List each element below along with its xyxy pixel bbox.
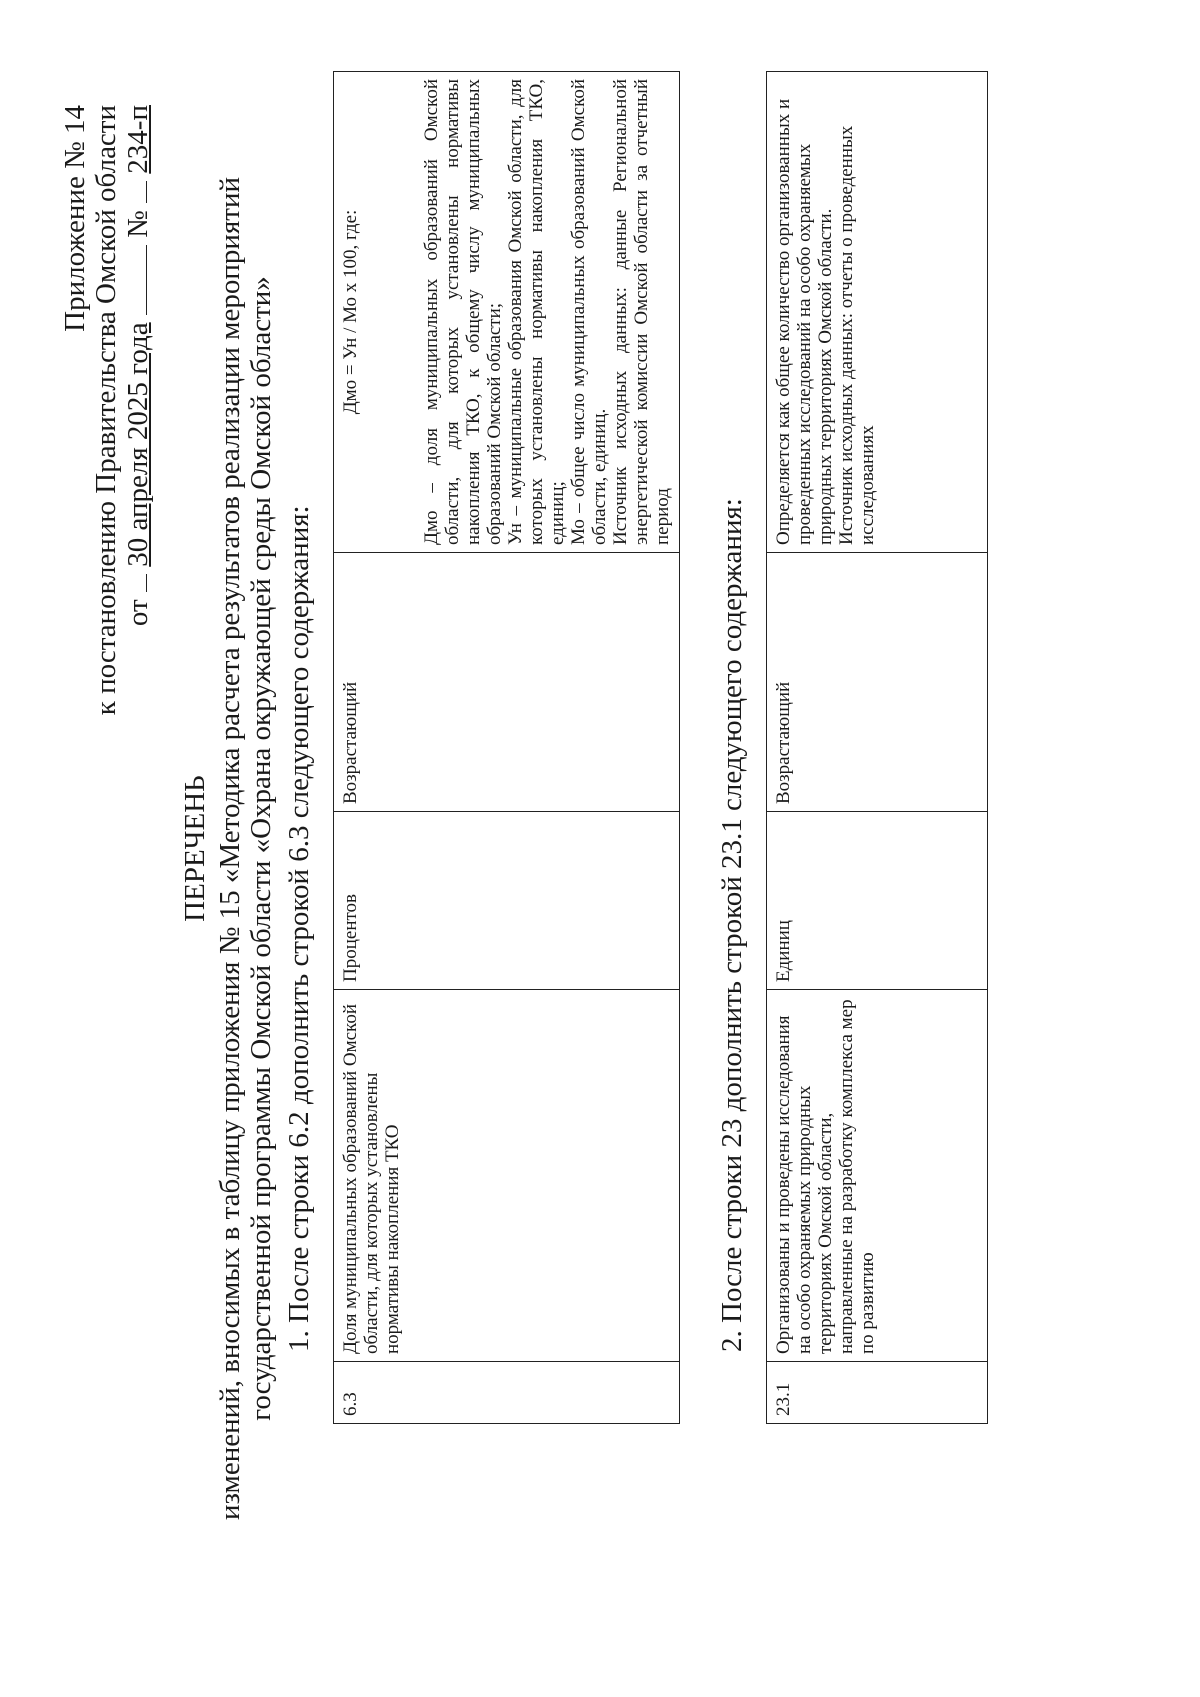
- appendix-header: [60, 105, 154, 715]
- table-row-6-3: [333, 71, 680, 1424]
- row-number-cell: 6.3: [334, 1362, 680, 1424]
- method-paragraph: Дмо – доля муниципальных образований Омской области, для которых установлены нормативы накопления ТКО, к общему числу муниципальных образований Омской области;: [421, 79, 505, 545]
- section-2-text: 2. После строки 23 дополнить строкой 23.1 следующего содержания:: [716, 498, 748, 1352]
- blank-line: [122, 181, 147, 203]
- decree-number: 234-п: [122, 105, 154, 174]
- method-cell: [767, 72, 988, 553]
- row-number-cell: 23.1: [767, 1362, 988, 1424]
- method-paragraph: Источник исходных данных: данные Региональной энергетической комиссии Омской области за отчетный период: [610, 79, 673, 545]
- appendix-number: Приложение № 14: [59, 105, 91, 332]
- blank-line: [122, 574, 147, 592]
- formula: Дмо = Ун / Мо х 100, где:: [340, 209, 361, 415]
- decree-date-line: [122, 105, 154, 715]
- direction-cell: Возрастающий: [334, 553, 680, 812]
- table-row: [767, 72, 988, 1424]
- unit-cell: Процентов: [334, 812, 680, 990]
- section-1-text: 1. После строки 6.2 дополнить строкой 6.3 следующего содержания:: [283, 505, 315, 1352]
- blank-line: [122, 245, 147, 315]
- unit-cell: Единиц: [767, 812, 988, 990]
- title-line-2: государственной программы Омской области «Охрана окружающей среды Омской области»: [245, 276, 277, 1421]
- table-row-23-1: [766, 71, 988, 1424]
- method-paragraph: Источник исходных данных: отчеты о проведенных исследованиях: [836, 125, 878, 545]
- method-cell: [334, 72, 680, 553]
- document-title: [180, 0, 277, 1697]
- method-paragraph: Мо – общее число муниципальных образований Омской области, единиц.: [568, 79, 610, 545]
- method-paragraph: Определяется как общее количество организованных и проведенных исследований на особо охраняемых природных территориях Омской области.: [773, 98, 836, 545]
- decree-date: 30 апреля 2025 года: [122, 322, 154, 567]
- direction-cell: Возрастающий: [767, 553, 988, 812]
- title-line-1: изменений, вносимых в таблицу приложения № 15 «Методика расчета результатов реализации мероприятий: [214, 177, 246, 1521]
- method-paragraph: Ун – муниципальные образования Омской области, для которых установлены нормативы накопления ТКО, единиц;: [505, 79, 568, 545]
- title-heading: ПЕРЕЧЕНЬ: [179, 775, 211, 922]
- from-label: от: [122, 599, 154, 627]
- indicator-name-cell: Организованы и проведены исследования на особо охраняемых природных территориях Омской области, направленные на разработку комплекса мер по развитию: [767, 990, 988, 1362]
- indicator-name-cell: Доля муниципальных образований Омской области, для которых установлены нормативы накопления ТКО: [334, 990, 680, 1362]
- table-row: [334, 72, 680, 1424]
- decree-reference: к постановлению Правительства Омской области: [90, 105, 122, 716]
- number-label: №: [122, 210, 154, 238]
